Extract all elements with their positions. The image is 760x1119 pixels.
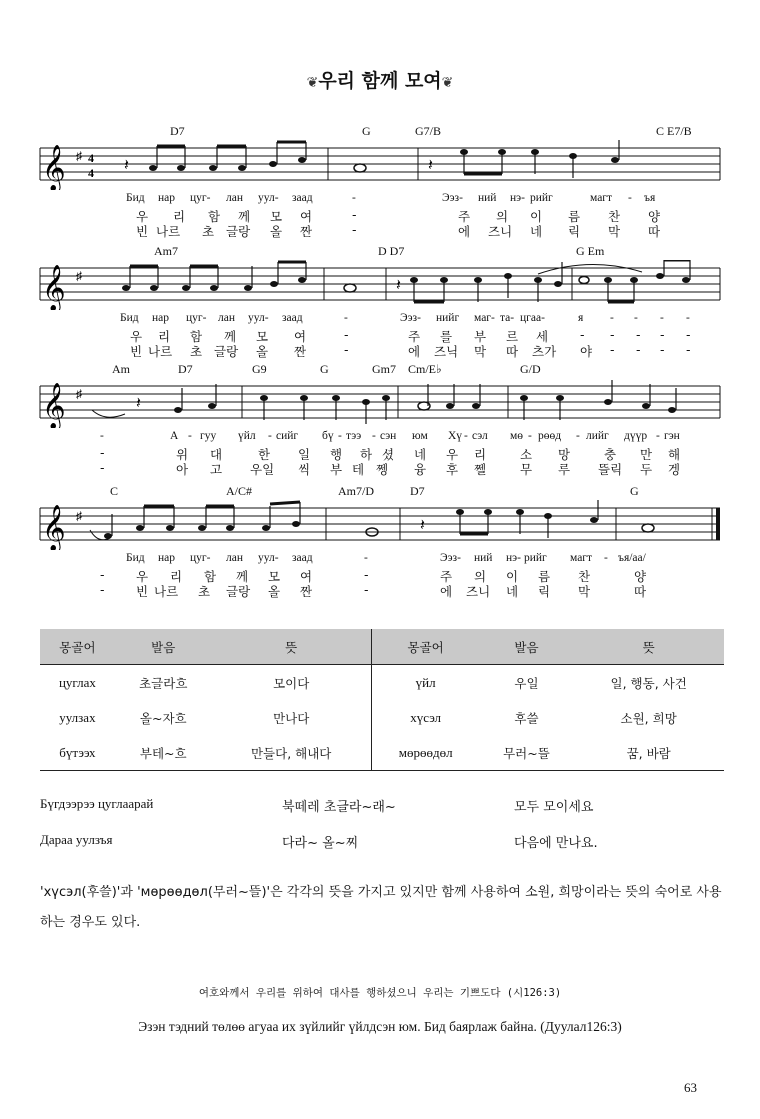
lyric-korean: -: [100, 445, 105, 460]
lyric-mongol: -: [364, 552, 368, 564]
lyric-mongol: Бид: [126, 192, 145, 204]
lyric-mongol: дүүр: [624, 430, 648, 442]
chord: G9: [252, 362, 267, 376]
lyric-korean: 나르: [148, 344, 173, 359]
lyric-mongol: гуу: [200, 430, 217, 442]
lyric-korean: -: [344, 327, 349, 342]
table-header-row: [40, 629, 724, 665]
lyric-korean: 네: [506, 584, 519, 599]
phrase-pronunciation: 북떼레 초글라~래~: [282, 800, 396, 815]
lyric-korean: 에: [458, 224, 471, 239]
table-cell: 무러~뜰: [480, 735, 574, 771]
lyric-korean: 리: [173, 209, 186, 224]
lyric-korean: -: [686, 327, 691, 342]
svg-text:𝄽: 𝄽: [420, 517, 425, 534]
chord: Gm7: [372, 362, 396, 376]
lyric-korean: -: [660, 342, 665, 357]
lyric-korean: 리: [170, 569, 183, 584]
lyric-mongol: нар: [158, 192, 176, 204]
lyric-korean: 고: [210, 462, 223, 477]
lyric-korean: 융: [414, 462, 427, 477]
phrase-mongol: Бүгдээрээ цуглаарай: [40, 796, 154, 811]
lyric-korean: 대: [210, 447, 223, 462]
lyric-mongol: юм: [412, 430, 428, 442]
music-staff: [30, 260, 730, 310]
lyric-mongol: ний: [474, 552, 493, 564]
svg-text:♯: ♯: [76, 149, 82, 163]
lyric-mongol: нэ-: [506, 552, 521, 564]
svg-text:𝄞: 𝄞: [42, 383, 66, 428]
lyric-mongol: лийг: [586, 430, 609, 442]
lyric-mongol: мө: [510, 430, 524, 442]
chord: C E7/B: [656, 124, 692, 138]
lyric-korean: 즈니: [488, 224, 513, 239]
lyric-korean: -: [100, 582, 105, 597]
lyric-mongol: -: [686, 312, 690, 324]
lyric-mongol: цуг-: [186, 312, 207, 324]
lyric-korean: -: [100, 460, 105, 475]
ornament-right-icon: ❦: [441, 75, 454, 91]
lyric-korean: 글랑: [226, 224, 251, 239]
lyric-korean: 르: [506, 329, 519, 344]
lyric-korean: 위: [176, 447, 189, 462]
lyric-korean: 따: [634, 584, 647, 599]
table-cell: 꿈, 바람: [573, 735, 724, 771]
lyric-korean: 짠: [300, 224, 313, 239]
lyric-mongol: -: [372, 430, 376, 442]
lyric-korean: 함: [190, 329, 203, 344]
lyric-mongol: -: [352, 192, 356, 204]
lyric-mongol: А: [170, 430, 179, 442]
svg-text:𝄞: 𝄞: [42, 145, 66, 190]
lyric-korean: 께: [238, 209, 251, 224]
lyric-korean: 뜰릭: [598, 462, 623, 477]
lyric-korean: 소: [520, 447, 533, 462]
lyric-korean: 만: [640, 447, 653, 462]
lyric-korean: -: [636, 327, 641, 342]
bible-verse-mongol: Эзэн тэдний төлөө агуаа их зүйлийг үйлдсэн юм. Бид баярлаж байна. (Дуулал126:3): [138, 1019, 622, 1034]
table-cell: цуглах: [58, 674, 96, 690]
lyric-korean: 막: [578, 584, 591, 599]
lyric-korean: 우: [136, 569, 149, 584]
lyric-korean: 글랑: [214, 344, 239, 359]
lyric-mongol: нийг: [436, 312, 460, 324]
lyric-mongol: ний: [478, 192, 497, 204]
lyric-mongol: бү: [322, 430, 334, 442]
vocabulary-table: [40, 629, 724, 771]
chord: D7: [178, 362, 193, 376]
lyric-korean: 여: [294, 329, 307, 344]
lyric-mongol: -: [188, 430, 192, 442]
lyric-korean: -: [344, 342, 349, 357]
svg-text:♯: ♯: [76, 269, 82, 283]
lyric-korean: -: [610, 327, 615, 342]
lyric-mongol: рийг: [524, 552, 547, 564]
lyric-korean: 행: [330, 447, 343, 462]
lyric-korean: 겡: [668, 462, 681, 477]
lyric-korean: 충: [604, 447, 617, 462]
music-system-2: [30, 244, 730, 357]
lyric-korean: -: [580, 327, 585, 342]
column-header: 뜻: [212, 629, 372, 665]
lyric-korean: 따: [648, 224, 661, 239]
lyric-mongol: маг-: [474, 312, 495, 324]
lyric-mongol: рийг: [530, 192, 553, 204]
lyric-mongol: заад: [292, 552, 313, 564]
lyric-korean: 초: [202, 224, 215, 239]
svg-text:4: 4: [88, 151, 94, 165]
lyric-korean: 일: [298, 447, 311, 462]
lyric-korean: 모: [270, 209, 283, 224]
lyric-mongol: -: [338, 430, 342, 442]
lyric-korean: 루: [558, 462, 571, 477]
lyric-mongol: үйл: [238, 430, 256, 442]
lyric-korean: -: [364, 567, 369, 582]
lyric-mongol: нар: [152, 312, 170, 324]
lyric-mongol: -: [628, 192, 632, 204]
lyric-korean: -: [610, 342, 615, 357]
table-row: [40, 700, 724, 735]
lyric-korean: 한: [258, 447, 271, 462]
table-cell: 부테~흐: [115, 735, 212, 771]
lyric-korean: 께: [236, 569, 249, 584]
lyric-korean: 름: [568, 209, 581, 224]
table-cell: уулзах: [59, 709, 96, 725]
lyric-mongol: уул-: [258, 192, 279, 204]
chord: G: [320, 362, 329, 376]
lyric-mongol: цгаа-: [520, 312, 545, 324]
lyric-korean: 빈: [136, 224, 149, 239]
lyric-mongol: гэн: [664, 430, 680, 442]
chord: Am7/D: [338, 484, 374, 498]
lyric-mongol: Бид: [120, 312, 139, 324]
phrase-mongol: Дараа уулзъя: [40, 832, 113, 847]
lyric-korean: 즈닉: [434, 344, 459, 359]
chord: C: [110, 484, 119, 498]
chord: Am: [112, 362, 130, 376]
lyric-korean: 부: [474, 329, 487, 344]
svg-text:𝄞: 𝄞: [42, 505, 66, 550]
lyric-korean: 여: [300, 569, 313, 584]
lyric-korean: 셨: [382, 447, 395, 462]
lyric-korean: 를: [440, 329, 453, 344]
lyric-korean: 여: [300, 209, 313, 224]
column-header: 발음: [115, 629, 212, 665]
page-title: [0, 66, 760, 93]
lyric-korean: -: [352, 207, 357, 222]
column-header: 뜻: [573, 629, 724, 665]
lyric-mongol: рөөд: [538, 430, 562, 442]
lyric-mongol: -: [634, 312, 638, 324]
lyric-korean: 네: [414, 447, 427, 462]
table-cell: 모이다: [273, 675, 310, 691]
lyric-mongol: сэл: [472, 430, 488, 442]
table-cell: 만들다, 해내다: [212, 735, 372, 771]
lyric-mongol: нар: [158, 552, 176, 564]
lyric-korean: -: [686, 342, 691, 357]
table-cell: 일, 행동, 사건: [610, 675, 687, 691]
lyric-korean: 양: [648, 209, 661, 224]
lyric-mongol: уул-: [258, 552, 279, 564]
lyric-mongol: сийг: [276, 430, 299, 442]
lyric-mongol: Ээз-: [440, 552, 461, 564]
lyric-korean: 모: [268, 569, 281, 584]
chord: Am7: [154, 244, 178, 258]
ornament-left-icon: ❦: [306, 75, 319, 91]
lyric-korean: 쩽: [376, 462, 389, 477]
lyric-korean: 모: [256, 329, 269, 344]
lyric-mongol: нэ-: [510, 192, 525, 204]
lyric-korean: 짠: [294, 344, 307, 359]
lyric-korean: 두: [640, 462, 653, 477]
lyric-mongol: лан: [226, 552, 243, 564]
lyric-korean: 글랑: [226, 584, 251, 599]
lyric-korean: 나르: [156, 224, 181, 239]
lyric-mongol: -: [528, 430, 532, 442]
lyric-mongol: лан: [226, 192, 243, 204]
lyric-korean: 이: [530, 209, 543, 224]
lyric-korean: 올: [270, 224, 283, 239]
lyric-mongol: -: [660, 312, 664, 324]
lyric-korean: 함: [204, 569, 217, 584]
lyric-korean: 씩: [298, 462, 311, 477]
lyric-korean: 의: [496, 209, 509, 224]
lyric-korean: 이: [506, 569, 519, 584]
lyric-korean: 하: [360, 447, 373, 462]
lyric-korean: 주: [458, 209, 471, 224]
music-system-1: [30, 124, 730, 237]
lyric-korean: 에: [408, 344, 421, 359]
lyric-korean: 빈: [136, 584, 149, 599]
bible-verse-korean: 여호와께서 우리를 위하여 대사를 행하셨으니 우리는 기쁘도다 (시126:3): [198, 987, 562, 999]
svg-text:𝄽: 𝄽: [396, 277, 401, 294]
chord: A/C#: [226, 484, 253, 498]
phrase-pronunciation: 다라~ 올~찌: [282, 836, 359, 851]
table-cell: 우일: [514, 675, 539, 691]
lyric-mongol: Бид: [126, 552, 145, 564]
lyric-mongol: тээ: [346, 430, 362, 442]
lyric-korean: 우: [136, 209, 149, 224]
lyric-mongol: уул-: [248, 312, 269, 324]
lyric-korean: 세: [536, 329, 549, 344]
chord: Cm/E♭: [408, 362, 442, 376]
lyric-korean: 짠: [300, 584, 313, 599]
lyric-mongol: магт: [570, 552, 593, 564]
lyric-mongol: сэн: [380, 430, 397, 442]
chord: G: [630, 484, 639, 498]
lyric-korean: 초: [190, 344, 203, 359]
lyric-mongol: цуг-: [190, 192, 211, 204]
svg-text:𝄽: 𝄽: [136, 395, 141, 412]
table-cell: 올~자흐: [139, 710, 187, 726]
page-number: 63: [684, 1080, 697, 1095]
lyric-korean: 름: [538, 569, 551, 584]
lyric-mongol: ъя: [644, 192, 656, 204]
music-staff: [30, 500, 730, 550]
column-header: 발음: [480, 629, 574, 665]
table-cell: хүсэл: [371, 700, 479, 735]
lyric-korean: 후: [446, 462, 459, 477]
column-header: 몽골어: [40, 629, 115, 665]
table-cell: 초글라흐: [139, 675, 188, 691]
lyric-korean: -: [100, 567, 105, 582]
lyric-korean: -: [636, 342, 641, 357]
lyric-korean: 찬: [578, 569, 591, 584]
lyric-mongol: Хү: [448, 430, 463, 442]
chord: D7: [170, 124, 185, 138]
lyric-mongol: заад: [282, 312, 303, 324]
music-staff: [30, 378, 730, 428]
lyric-korean: 쩰: [474, 462, 487, 477]
lyric-mongol: -: [610, 312, 614, 324]
lyric-korean: -: [660, 327, 665, 342]
lyric-mongol: -: [604, 552, 608, 564]
lyric-korean: 즈니: [466, 584, 491, 599]
lyric-korean: 초: [198, 584, 211, 599]
music-staff: [30, 140, 730, 190]
lyric-mongol: заад: [292, 192, 313, 204]
lyric-mongol: -: [576, 430, 580, 442]
chord: G Em: [576, 244, 605, 258]
chord: D7: [410, 484, 425, 498]
lyric-korean: 양: [634, 569, 647, 584]
table-cell: 만나다: [273, 710, 310, 726]
lyric-korean: 릭: [538, 584, 551, 599]
lyric-korean: 막: [474, 344, 487, 359]
lyric-mongol: -: [656, 430, 660, 442]
table-cell: үйл: [371, 665, 479, 701]
svg-text:♯: ♯: [76, 387, 82, 401]
lyric-korean: 막: [608, 224, 621, 239]
chord: G7/B: [415, 124, 442, 138]
lyric-korean: 찬: [608, 209, 621, 224]
lyric-korean: 나르: [154, 584, 179, 599]
lyric-korean: 빈: [130, 344, 143, 359]
column-header: 몽골어: [371, 629, 479, 665]
music-system-4: [30, 484, 730, 597]
lyric-korean: 함: [208, 209, 221, 224]
lyric-korean: 올: [268, 584, 281, 599]
lyric-korean: 우: [130, 329, 143, 344]
lyric-mongol: лан: [218, 312, 235, 324]
lyric-mongol: цуг-: [190, 552, 211, 564]
lyric-korean: 주: [408, 329, 421, 344]
usage-note: 'хүсэл(후쓸)'과 'мөрөөдөл(무러~뜰)'은 각각의 뜻을 가지고 있지만 함께 사용하여 소원, 희망이라는 뜻의 숙어로 사용하는 경우도 있다.: [40, 885, 722, 930]
lyric-korean: 네: [530, 224, 543, 239]
svg-text:𝄽: 𝄽: [124, 157, 129, 174]
chord: G: [362, 124, 371, 138]
lyric-mongol: я: [578, 312, 584, 324]
lyric-korean: 아: [176, 462, 189, 477]
lyric-korean: 께: [224, 329, 237, 344]
lyric-korean: 야: [580, 344, 593, 359]
chord: G/D: [520, 362, 541, 376]
lyric-korean: 츠가: [532, 344, 557, 359]
lyric-mongol: магт: [590, 192, 613, 204]
lyric-korean: 부: [330, 462, 343, 477]
lyric-mongol: та-: [500, 312, 515, 324]
phrase-korean: 모두 모이세요: [514, 800, 594, 815]
table-cell: бүтээх: [40, 735, 115, 771]
table-cell: мөрөөдөл: [371, 735, 479, 771]
lyric-korean: 해: [668, 447, 681, 462]
svg-text:♯: ♯: [76, 509, 82, 523]
lyric-mongol: Ээз-: [442, 192, 463, 204]
song-title: 우리 함께 모여: [318, 70, 442, 92]
lyric-korean: 테: [352, 462, 365, 477]
table-cell: 소원, 희망: [620, 710, 677, 726]
table-row: [40, 735, 724, 771]
lyric-mongol: -: [464, 430, 468, 442]
lyric-korean: 리: [158, 329, 171, 344]
lyric-mongol: ъя/аа/: [618, 552, 646, 564]
svg-text:4: 4: [88, 166, 94, 180]
chord: D D7: [378, 244, 405, 258]
svg-text:𝄞: 𝄞: [42, 265, 66, 310]
music-system-3: [30, 362, 730, 475]
lyric-korean: 릭: [568, 224, 581, 239]
lyric-mongol: -: [344, 312, 348, 324]
phrase-korean: 다음에 만나요.: [514, 836, 598, 851]
lyric-korean: 우: [446, 447, 459, 462]
lyric-korean: 우일: [250, 462, 275, 477]
lyric-korean: -: [364, 582, 369, 597]
table-cell: 후쓸: [514, 710, 539, 726]
lyric-korean: 리: [474, 447, 487, 462]
lyric-mongol: -: [100, 430, 104, 442]
lyric-korean: 주: [440, 569, 453, 584]
lyric-mongol: Ээз-: [400, 312, 421, 324]
lyric-korean: 에: [440, 584, 453, 599]
lyric-korean: 무: [520, 462, 533, 477]
lyric-korean: -: [352, 222, 357, 237]
lyric-korean: 의: [474, 569, 487, 584]
lyric-korean: 망: [558, 447, 571, 462]
table-row: [40, 665, 724, 701]
lyric-korean: 따: [506, 344, 519, 359]
svg-text:𝄽: 𝄽: [428, 157, 433, 174]
lyric-mongol: -: [268, 430, 272, 442]
lyric-korean: 올: [256, 344, 269, 359]
